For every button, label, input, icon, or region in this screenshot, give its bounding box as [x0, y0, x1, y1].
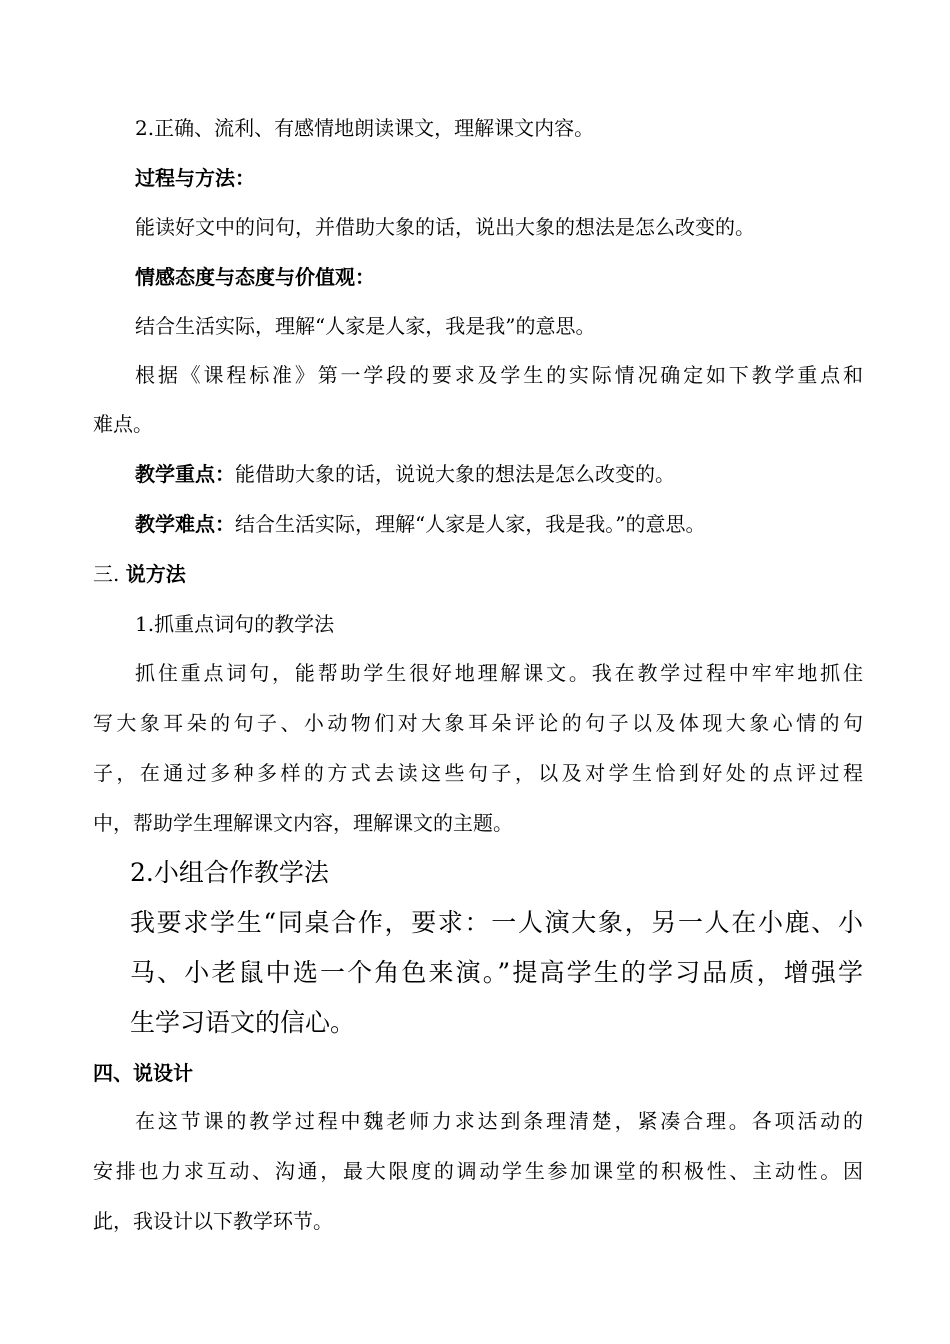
teaching-difficulty-label: 教学难点： — [135, 512, 235, 536]
method-1-paragraph-line-4: 中，帮助学生理解课文内容，理解课文的主题。 — [93, 811, 513, 835]
heading-process-method: 过程与方法： — [135, 166, 255, 190]
method-2-paragraph-line-1: 我要求学生“同桌合作，要求：一人演大象，另一人在小鹿、小 — [130, 908, 863, 937]
heading-emotion-values: 情感态度与态度与价值观： — [135, 265, 375, 289]
method-1-paragraph-line-1: 抓住重点词句，能帮助学生很好地理解课文。我在教学过程中牢牢地抓住 — [135, 661, 863, 685]
section-four-heading: 四、说设计 — [93, 1061, 193, 1085]
section-three-title: 说方法 — [125, 562, 186, 586]
method-2-paragraph-line-2: 马、小老鼠中选一个角色来演。”提高学生的学习品质，增强学 — [130, 958, 863, 987]
section-three-heading — [93, 561, 863, 587]
method-1-paragraph-line-2: 写大象耳朵的句子、小动物们对大象耳朵评论的句子以及体现大象心情的句 — [93, 711, 863, 735]
teaching-difficulty-text: 结合生活实际，理解“人家是人家，我是我。”的意思。 — [235, 512, 706, 536]
emotion-values-text: 结合生活实际，理解“人家是人家，我是我”的意思。 — [135, 314, 596, 338]
teaching-difficulty — [135, 511, 863, 537]
standard-paragraph-line-2: 难点。 — [93, 412, 153, 436]
design-paragraph-line-2: 安排也力求互动、沟通，最大限度的调动学生参加课堂的积极性、主动性。因 — [93, 1159, 863, 1183]
objective-2: 2.正确、流利、有感情地朗读课文，理解课文内容。 — [135, 116, 595, 140]
method-2-paragraph-line-3: 生学习语文的信心。 — [130, 1008, 356, 1037]
method-1-paragraph-line-3: 子，在通过多种多样的方式去读这些句子，以及对学生恰到好处的点评过程 — [93, 761, 863, 785]
method-1-title: 1.抓重点词句的教学法 — [135, 612, 335, 636]
standard-paragraph-line-1: 根据《课程标准》第一学段的要求及学生的实际情况确定如下教学重点和 — [135, 363, 863, 387]
teaching-key-point-text: 能借助大象的话，说说大象的想法是怎么改变的。 — [235, 462, 675, 486]
section-three-number: 三. — [93, 562, 120, 586]
process-method-text: 能读好文中的问句，并借助大象的话，说出大象的想法是怎么改变的。 — [135, 215, 755, 239]
design-paragraph-line-3: 此，我设计以下教学环节。 — [93, 1209, 333, 1233]
teaching-key-point — [135, 461, 863, 487]
method-2-title: 2.小组合作教学法 — [130, 858, 329, 887]
teaching-key-point-label: 教学重点： — [135, 462, 235, 486]
design-paragraph-line-1: 在这节课的教学过程中魏老师力求达到条理清楚，紧凑合理。各项活动的 — [135, 1109, 863, 1133]
